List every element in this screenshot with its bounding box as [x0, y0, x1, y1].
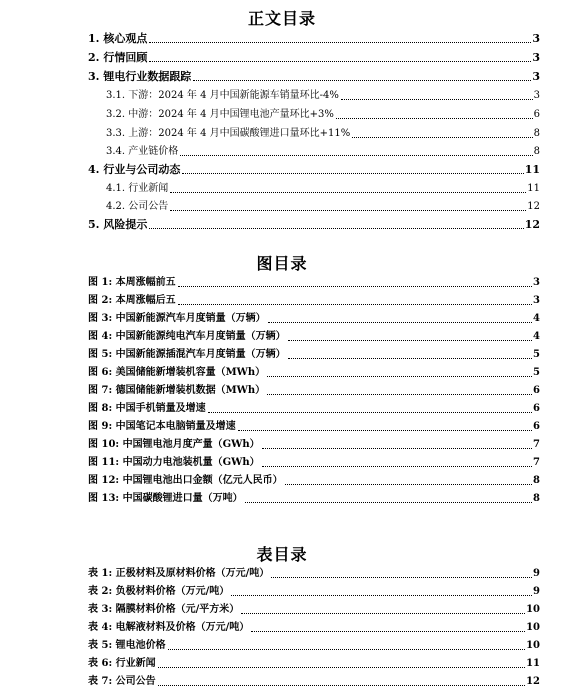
toc-subentry[interactable]: 4.2. 公司公告 12	[106, 201, 540, 212]
table-entry[interactable]: 表 3: 隔膜材料价格（元/平方米） 10	[88, 604, 540, 615]
dot-leader	[168, 648, 525, 650]
dot-leader	[149, 41, 531, 43]
toc-subentry[interactable]: 4.1. 行业新闻 11	[106, 183, 540, 194]
figure-entry[interactable]: 图 10: 中国锂电池月度产量（GWh） 7	[88, 439, 540, 450]
dot-leader	[245, 501, 532, 503]
dot-leader	[158, 684, 525, 686]
dot-leader	[178, 285, 532, 287]
dot-leader	[336, 117, 533, 119]
toc-entry[interactable]: 4. 行业与公司动态 11	[88, 163, 540, 176]
figure-entry[interactable]: 图 13: 中国碳酸锂进口量（万吨） 8	[88, 493, 540, 504]
dot-leader	[241, 612, 525, 614]
figure-entry[interactable]: 图 4: 中国新能源纯电汽车月度销量（万辆） 4	[88, 331, 540, 342]
table-entry[interactable]: 表 5: 锂电池价格 10	[88, 640, 540, 651]
figure-list-title: 图目录	[256, 254, 308, 273]
toc-entry[interactable]: 2. 行情回顾 3	[88, 51, 540, 64]
dot-leader	[271, 576, 532, 578]
dot-leader	[158, 666, 525, 668]
dot-leader	[352, 136, 532, 138]
dot-leader	[262, 447, 532, 449]
table-entry[interactable]: 表 6: 行业新闻 11	[88, 658, 540, 669]
dot-leader	[288, 339, 532, 341]
dot-leader	[180, 154, 532, 156]
toc-entry[interactable]: 1. 核心观点 3	[88, 32, 540, 45]
table-list-title: 表目录	[256, 545, 308, 564]
dot-leader	[262, 465, 532, 467]
toc-subentry[interactable]: 3.4. 产业链价格 8	[106, 146, 540, 157]
figure-entry[interactable]: 图 11: 中国动力电池装机量（GWh） 7	[88, 457, 540, 468]
dot-leader	[288, 357, 532, 359]
toc-subentry[interactable]: 3.1. 下游：2024 年 4 月中国新能源车销量环比-4% 3	[106, 90, 540, 101]
figure-entry[interactable]: 图 3: 中国新能源汽车月度销量（万辆） 4	[88, 313, 540, 324]
figure-entry[interactable]: 图 6: 美国储能新增装机容量（MWh） 5	[88, 367, 540, 378]
toc-title: 正文目录	[247, 9, 316, 28]
table-entry[interactable]: 表 7: 公司公告 12	[88, 676, 540, 687]
toc-subentry[interactable]: 3.3. 上游：2024 年 4 月中国碳酸锂进口量环比+11% 8	[106, 128, 540, 139]
dot-leader	[193, 79, 531, 81]
table-entry[interactable]: 表 2: 负极材料价格（万元/吨） 9	[88, 586, 540, 597]
toc-entry[interactable]: 5. 风险提示 12	[88, 218, 540, 231]
table-entry[interactable]: 表 4: 电解液材料及价格（万元/吨） 10	[88, 622, 540, 633]
dot-leader	[268, 321, 532, 323]
dot-leader	[149, 227, 523, 229]
dot-leader	[182, 172, 523, 174]
dot-leader	[170, 191, 526, 193]
toc-entry[interactable]: 3. 锂电行业数据跟踪 3	[88, 70, 540, 83]
figure-entry[interactable]: 图 8: 中国手机销量及增速 6	[88, 403, 540, 414]
dot-leader	[341, 98, 533, 100]
dot-leader	[170, 209, 526, 211]
dot-leader	[149, 60, 531, 62]
figure-entry[interactable]: 图 2: 本周涨幅后五 3	[88, 295, 540, 306]
dot-leader	[267, 375, 532, 377]
dot-leader	[285, 483, 532, 485]
dot-leader	[238, 429, 532, 431]
dot-leader	[231, 594, 532, 596]
dot-leader	[251, 630, 525, 632]
table-entry[interactable]: 表 1: 正极材料及原材料价格（万元/吨） 9	[88, 568, 540, 579]
dot-leader	[267, 393, 532, 395]
figure-entry[interactable]: 图 7: 德国储能新增装机数据（MWh） 6	[88, 385, 540, 396]
figure-entry[interactable]: 图 12: 中国锂电池出口金额（亿元人民币） 8	[88, 475, 540, 486]
figure-entry[interactable]: 图 5: 中国新能源插混汽车月度销量（万辆） 5	[88, 349, 540, 360]
figure-entry[interactable]: 图 1: 本周涨幅前五 3	[88, 277, 540, 288]
toc-subentry[interactable]: 3.2. 中游：2024 年 4 月中国锂电池产量环比+3% 6	[106, 109, 540, 120]
dot-leader	[178, 303, 532, 305]
figure-entry[interactable]: 图 9: 中国笔记本电脑销量及增速 6	[88, 421, 540, 432]
dot-leader	[208, 411, 532, 413]
